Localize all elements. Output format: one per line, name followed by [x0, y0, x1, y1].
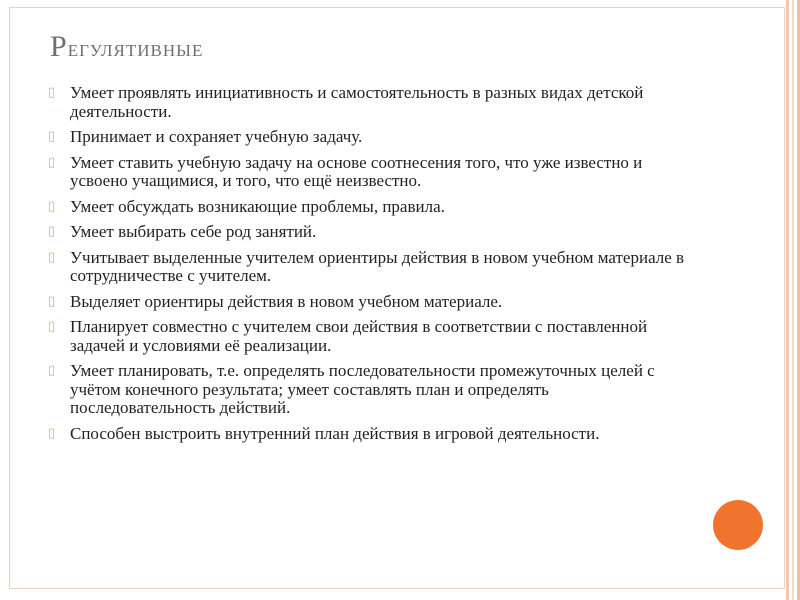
- list-item: [48, 223, 698, 242]
- list-item-text: Умеет ставить учебную задачу на основе соотнесения того, что уже известно и усвоено учащимися, и того, что ещё неизвестно.: [70, 152, 643, 190]
- list-item: [48, 293, 698, 312]
- bullet-icon: ▯: [48, 293, 56, 309]
- list-item-text: Выделяет ориентиры действия в новом учебном материале.: [70, 291, 503, 311]
- decorative-side-bar: [792, 0, 794, 600]
- bullet-icon: ▯: [48, 154, 56, 170]
- bullet-icon: ▯: [48, 319, 56, 334]
- list-item-text: Способен выстроить внутренний план действия в игровой деятельности.: [70, 423, 600, 443]
- list-item-text: Планирует совместно с учителем свои действия в соответствии с поставленной задачей и условиями её реализации.: [70, 317, 648, 355]
- list-item-text: Принимает и сохраняет учебную задачу.: [70, 127, 363, 146]
- list-item: [48, 198, 698, 217]
- list-item: [48, 128, 698, 147]
- list-item: [48, 249, 698, 286]
- list-item: [48, 362, 698, 418]
- list-item-text: Учитывает выделенные учителем ориентиры действия в новом учебном материале в сотрудничестве с учителем.: [70, 247, 685, 285]
- bullet-icon: ▯: [48, 363, 56, 378]
- list-item: [48, 154, 698, 191]
- list-item-text: Умеет выбирать себе род занятий.: [70, 222, 317, 241]
- bullet-icon: ▯: [48, 129, 56, 144]
- bullet-icon: ▯: [48, 224, 56, 239]
- bullet-list: [48, 84, 698, 450]
- list-item: [48, 84, 698, 121]
- bullet-icon: ▯: [48, 85, 56, 100]
- list-item-text: Умеет проявлять инициативность и самостоятельность в разных видах детской деятельности.: [70, 83, 644, 121]
- slide-title: Регулятивные: [50, 30, 204, 63]
- list-item: [48, 318, 698, 355]
- bullet-icon: ▯: [48, 198, 56, 214]
- orange-circle-icon: [713, 500, 763, 550]
- list-item-text: Умеет обсуждать возникающие проблемы, правила.: [70, 196, 445, 216]
- list-item-text: Умеет планировать, т.е. определять последовательности промежуточных целей с учётом конечного результата; умеет составлять план и определять последовательность действий.: [70, 361, 655, 417]
- bullet-icon: ▯: [48, 425, 56, 441]
- decorative-side-bar: [786, 0, 789, 600]
- bullet-icon: ▯: [48, 249, 56, 265]
- list-item: [48, 425, 698, 444]
